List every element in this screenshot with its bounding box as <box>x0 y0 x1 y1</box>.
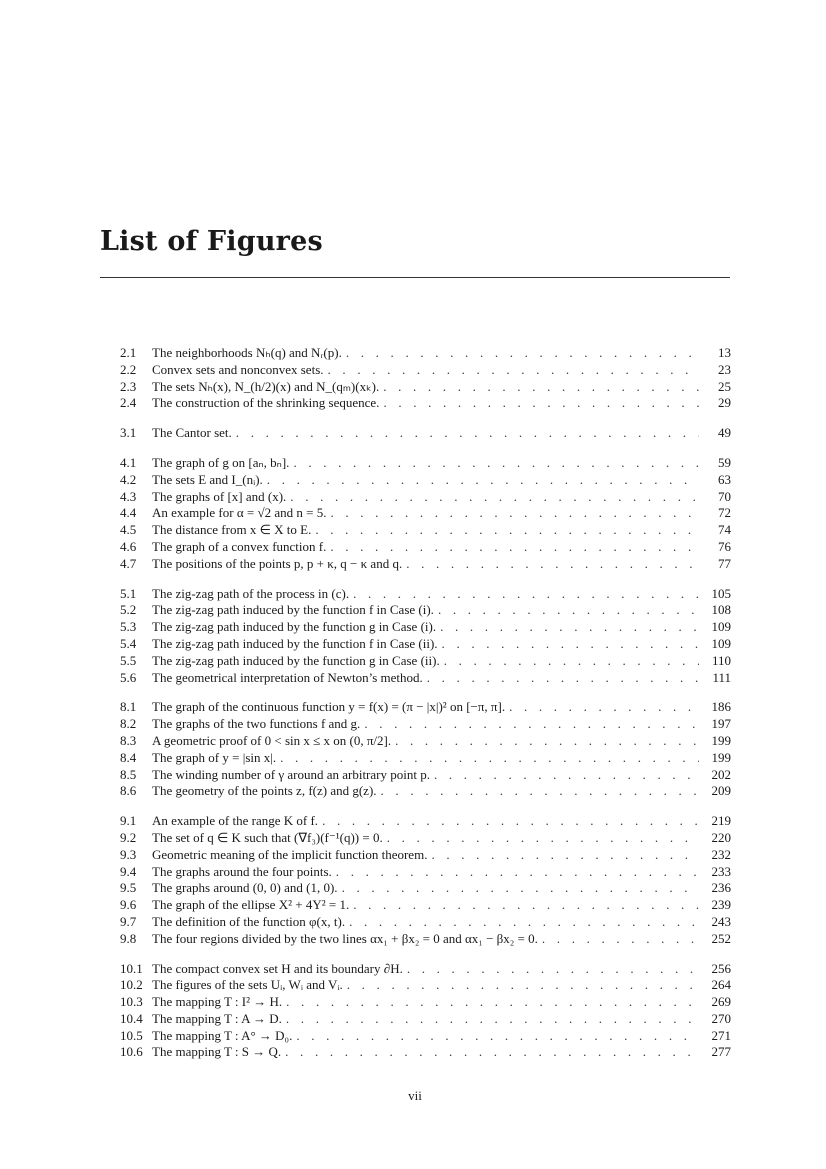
figure-caption: The Cantor set. <box>152 425 232 441</box>
figure-entry[interactable] <box>120 783 731 800</box>
figure-page-number: 74 <box>718 522 731 538</box>
figure-page-number: 243 <box>711 913 731 929</box>
figure-caption: The definition of the function φ(x, t). <box>152 913 346 929</box>
figure-entry[interactable] <box>120 653 731 670</box>
dot-leader <box>406 556 699 573</box>
figure-page-number: 197 <box>711 716 731 732</box>
figure-number: 4.6 <box>120 538 137 554</box>
dot-leader <box>542 931 699 948</box>
figure-caption: The figures of the sets Uᵢ, Wᵢ and Vᵢ. <box>152 977 343 993</box>
figure-entry[interactable] <box>120 994 731 1011</box>
dot-leader <box>383 395 699 412</box>
figure-number: 10.6 <box>120 1044 143 1060</box>
figure-page-number: 220 <box>711 829 731 845</box>
dot-leader <box>280 750 699 767</box>
figure-number: 5.5 <box>120 652 137 668</box>
figure-number: 2.4 <box>120 395 137 411</box>
dot-leader <box>353 586 699 603</box>
dot-leader <box>444 653 699 670</box>
dot-leader <box>286 994 699 1011</box>
figure-caption: The compact convex set H and its boundary ∂H. <box>152 960 403 976</box>
dot-leader <box>346 345 699 362</box>
figure-entry[interactable] <box>120 556 731 573</box>
dot-leader <box>286 1011 699 1028</box>
dot-leader <box>322 813 699 830</box>
dot-leader <box>342 880 699 897</box>
figure-number: 10.5 <box>120 1027 143 1043</box>
figure-caption: Convex sets and nonconvex sets. <box>152 361 324 377</box>
figure-number: 8.4 <box>120 749 137 765</box>
figure-entry[interactable] <box>120 750 731 767</box>
figure-entry[interactable] <box>120 455 731 472</box>
figure-entry[interactable] <box>120 345 731 362</box>
figure-caption: The geometry of the points z, f(z) and g(z). <box>152 783 377 799</box>
figure-entry[interactable] <box>120 636 731 653</box>
figure-page-number: 186 <box>711 699 731 715</box>
figure-number: 9.8 <box>120 930 137 946</box>
figure-number: 9.2 <box>120 829 137 845</box>
dot-leader <box>328 362 699 379</box>
figure-caption: The geometrical interpretation of Newton’s method. <box>152 669 423 685</box>
figure-caption: The graph of the continuous function y = f(x) = (π − |x|)² on [−π, π]. <box>152 699 506 715</box>
figure-number: 9.5 <box>120 880 137 896</box>
figure-list <box>120 345 731 1074</box>
figure-number: 8.1 <box>120 699 137 715</box>
figure-page-number: 209 <box>711 783 731 799</box>
dot-leader <box>364 716 699 733</box>
figure-caption: The set of q ∈ K such that (∇f₃)(f⁻¹(q)) = 0. <box>152 829 383 845</box>
page-title: List of Figures <box>100 226 323 257</box>
figure-entry[interactable] <box>120 379 731 396</box>
figure-page-number: 109 <box>711 619 731 635</box>
figure-entry[interactable] <box>120 847 731 864</box>
figure-caption: The winding number of γ around an arbitrary point p. <box>152 766 430 782</box>
figure-page-number: 110 <box>711 652 731 668</box>
figure-entry[interactable] <box>120 539 731 556</box>
figure-caption: The distance from x ∈ X to E. <box>152 522 312 538</box>
figure-entry[interactable] <box>120 619 731 636</box>
figure-number: 10.4 <box>120 1010 143 1026</box>
figure-number: 9.7 <box>120 913 137 929</box>
figure-caption: The graphs around the four points. <box>152 863 332 879</box>
figure-caption: The graphs around (0, 0) and (1, 0). <box>152 880 338 896</box>
figure-caption: A geometric proof of 0 < sin x ≤ x on (0, π/2]. <box>152 732 392 748</box>
figure-page-number: 76 <box>718 538 731 554</box>
figure-entry[interactable] <box>120 602 731 619</box>
figure-page-number: 105 <box>711 585 731 601</box>
figure-number: 8.5 <box>120 766 137 782</box>
figure-entry[interactable] <box>120 880 731 897</box>
figure-number: 9.1 <box>120 813 137 829</box>
dot-leader <box>315 522 699 539</box>
figure-entry[interactable] <box>120 472 731 489</box>
figure-number: 4.4 <box>120 505 137 521</box>
figure-caption: The graphs of [x] and (x). <box>152 488 287 504</box>
figure-number: 5.3 <box>120 619 137 635</box>
dot-leader <box>427 670 699 687</box>
figure-number: 2.2 <box>120 361 137 377</box>
figure-page-number: 256 <box>711 960 731 976</box>
figure-caption: An example of the range K of f. <box>152 813 319 829</box>
dot-leader <box>296 1028 699 1045</box>
figure-caption: The zig-zag path induced by the function g in Case (i). <box>152 619 437 635</box>
figure-number: 9.4 <box>120 863 137 879</box>
figure-entry[interactable] <box>120 1028 731 1045</box>
dot-leader <box>395 733 699 750</box>
figure-entry[interactable] <box>120 505 731 522</box>
figure-page-number: 109 <box>711 635 731 651</box>
figure-caption: The graphs of the two functions f and g. <box>152 716 361 732</box>
page-number: vii <box>408 1088 422 1103</box>
figure-number: 2.1 <box>120 345 137 360</box>
figure-page-number: 271 <box>711 1027 731 1043</box>
title-rule <box>100 277 730 278</box>
figure-page-number: 264 <box>711 977 731 993</box>
figure-caption: An example for α = √2 and n = 5. <box>152 505 327 521</box>
dot-leader <box>330 539 699 556</box>
figure-number: 4.1 <box>120 454 137 470</box>
figure-page-number: 72 <box>718 505 731 521</box>
figure-caption: The mapping T : I² → H. <box>152 994 283 1010</box>
figure-entry[interactable] <box>120 425 731 442</box>
dot-leader <box>347 977 699 994</box>
figure-caption: The sets E and I_(nᵢ). <box>152 471 263 487</box>
figure-group <box>120 586 731 687</box>
figure-entry[interactable] <box>120 864 731 881</box>
figure-caption: The zig-zag path of the process in (c). <box>152 585 350 601</box>
figure-page-number: 199 <box>711 732 731 748</box>
figure-entry[interactable] <box>120 813 731 830</box>
figure-page-number: 269 <box>711 994 731 1010</box>
figure-number: 5.4 <box>120 635 137 651</box>
figure-number: 8.3 <box>120 732 137 748</box>
dot-leader <box>330 505 699 522</box>
figure-caption: The four regions divided by the two lines αx₁ + βx₂ = 0 and αx₁ − βx₂ = 0. <box>152 930 538 946</box>
figure-page-number: 59 <box>718 454 731 470</box>
figure-number: 8.6 <box>120 783 137 799</box>
dot-leader <box>440 619 699 636</box>
figure-page-number: 202 <box>711 766 731 782</box>
figure-number: 5.6 <box>120 669 137 685</box>
figure-number: 9.6 <box>120 897 137 913</box>
figure-entry[interactable] <box>120 1044 731 1061</box>
figure-page-number: 13 <box>718 345 731 360</box>
figure-caption: The graph of y = |sin x|. <box>152 749 277 765</box>
figure-entry[interactable] <box>120 395 731 412</box>
figure-entry[interactable] <box>120 767 731 784</box>
dot-leader <box>442 636 699 653</box>
figure-page-number: 270 <box>711 1010 731 1026</box>
dot-leader <box>267 472 699 489</box>
figure-number: 8.2 <box>120 716 137 732</box>
figure-entry[interactable] <box>120 733 731 750</box>
figure-page-number: 111 <box>712 669 731 685</box>
dot-leader <box>431 847 699 864</box>
figure-page-number: 219 <box>711 813 731 829</box>
figure-entry[interactable] <box>120 977 731 994</box>
figure-page-number: 277 <box>711 1044 731 1060</box>
dot-leader <box>353 897 699 914</box>
dot-leader <box>509 699 699 716</box>
dot-leader <box>336 864 699 881</box>
figure-page-number: 233 <box>711 863 731 879</box>
figure-entry[interactable] <box>120 931 731 948</box>
dot-leader <box>285 1044 699 1061</box>
figure-page-number: 23 <box>718 361 731 377</box>
figure-entry[interactable] <box>120 914 731 931</box>
figure-entry[interactable] <box>120 699 731 716</box>
dot-leader <box>236 425 699 442</box>
figure-page-number: 108 <box>711 602 731 618</box>
figure-caption: The zig-zag path induced by the function f in Case (ii). <box>152 635 438 651</box>
figure-page-number: 63 <box>718 471 731 487</box>
figure-page-number: 49 <box>718 425 731 441</box>
figure-page-number: 252 <box>711 930 731 946</box>
figure-number: 2.3 <box>120 378 137 394</box>
figure-page-number: 239 <box>711 897 731 913</box>
figure-group <box>120 455 731 573</box>
figure-group <box>120 961 731 1062</box>
figure-number: 5.2 <box>120 602 137 618</box>
figure-caption: The mapping T : A° → D₀. <box>152 1027 293 1043</box>
figure-entry[interactable] <box>120 489 731 506</box>
figure-number: 10.3 <box>120 994 143 1010</box>
figure-caption: Geometric meaning of the implicit function theorem. <box>152 846 428 862</box>
figure-page-number: 236 <box>711 880 731 896</box>
dot-leader <box>407 961 699 978</box>
figure-group <box>120 345 731 412</box>
dot-leader <box>383 379 699 396</box>
figure-page-number: 25 <box>718 378 731 394</box>
figure-entry[interactable] <box>120 586 731 603</box>
dot-leader <box>381 783 699 800</box>
figure-entry[interactable] <box>120 961 731 978</box>
figure-entry[interactable] <box>120 522 731 539</box>
figure-caption: The neighborhoods Nₕ(q) and Nᵣ(p). <box>152 345 342 360</box>
figure-caption: The graph of the ellipse X² + 4Y² = 1. <box>152 897 350 913</box>
figure-entry[interactable] <box>120 1011 731 1028</box>
dot-leader <box>387 830 699 847</box>
figure-entry[interactable] <box>120 362 731 379</box>
figure-caption: The graph of g on [aₙ, bₙ]. <box>152 454 290 470</box>
figure-page-number: 199 <box>711 749 731 765</box>
figure-page-number: 70 <box>718 488 731 504</box>
figure-number: 10.2 <box>120 977 143 993</box>
figure-number: 4.7 <box>120 555 137 571</box>
dot-leader <box>293 455 699 472</box>
figure-caption: The construction of the shrinking sequence. <box>152 395 380 411</box>
figure-group <box>120 699 731 800</box>
figure-caption: The graph of a convex function f. <box>152 538 327 554</box>
dot-leader <box>438 602 699 619</box>
figure-entry[interactable] <box>120 897 731 914</box>
dot-leader <box>434 767 699 784</box>
figure-number: 4.2 <box>120 471 137 487</box>
figure-caption: The mapping T : A → D. <box>152 1010 282 1026</box>
figure-page-number: 77 <box>718 555 731 571</box>
figure-entry[interactable] <box>120 830 731 847</box>
figure-number: 9.3 <box>120 846 137 862</box>
figure-group <box>120 425 731 442</box>
figure-page-number: 29 <box>718 395 731 411</box>
figure-number: 10.1 <box>120 960 143 976</box>
figure-number: 4.3 <box>120 488 137 504</box>
dot-leader <box>290 489 699 506</box>
figure-number: 3.1 <box>120 425 137 441</box>
figure-caption: The zig-zag path induced by the function f in Case (i). <box>152 602 434 618</box>
dot-leader <box>349 914 699 931</box>
figure-caption: The positions of the points p, p + κ, q − κ and q. <box>152 555 403 571</box>
figure-caption: The zig-zag path induced by the function g in Case (ii). <box>152 652 440 668</box>
figure-entry[interactable] <box>120 716 731 733</box>
figure-number: 5.1 <box>120 585 137 601</box>
figure-entry[interactable] <box>120 670 731 687</box>
figure-number: 4.5 <box>120 522 137 538</box>
figure-caption: The sets Nₕ(x), N_(h/2)(x) and N_(qₘ)(xₖ). <box>152 378 380 394</box>
figure-page-number: 232 <box>711 846 731 862</box>
figure-group <box>120 813 731 947</box>
figure-caption: The mapping T : S → Q. <box>152 1044 282 1060</box>
